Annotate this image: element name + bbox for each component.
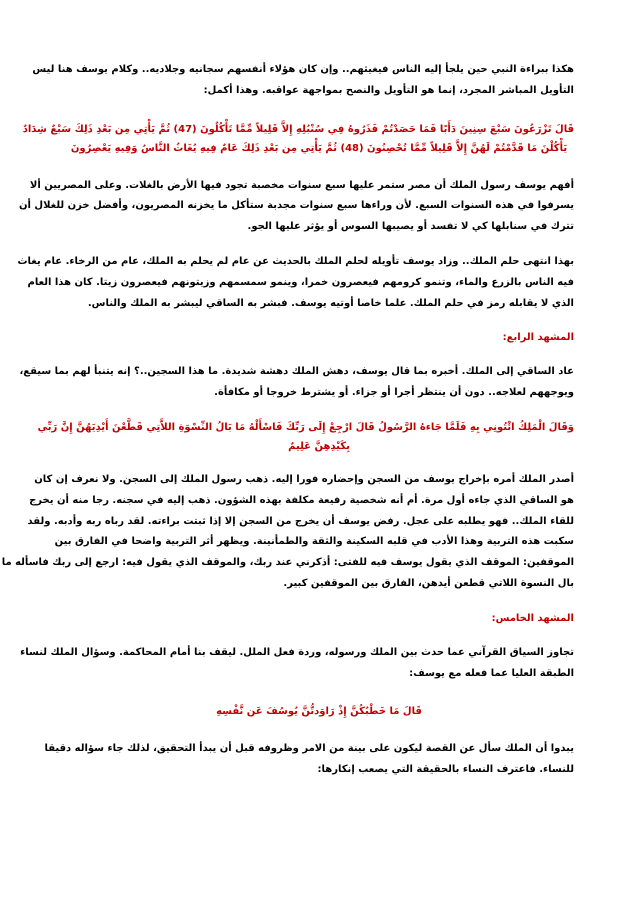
text-line: الموقفين: الموقف الذي يقول يوسف فيه للفتى: أذكرني عند ربك، والموقف الذي يقول فيه: ارجع إلى ربك فاسأله ما	[1, 557, 574, 569]
text-line: بهذا انتهى حلم الملك.. وزاد يوسف تأويله لحلم الملك بالحديث عن عام لم يحلم به الملك، عام من الرخاء. عام يغاث	[17, 255, 574, 267]
paragraph-1	[32, 60, 574, 102]
text-line: التأويل المباشر المجرد، إنما هو التأويل والنصح بمواجهة عواقبه. وهذا أكمل:	[203, 84, 574, 96]
text-line: للنساء. فاعترف النساء بالحقيقة التي يصعب إنكارها:	[317, 764, 574, 776]
text-line: هو الساقي الذي جاءه أول مرة. أم أنه شخصية رفيعة مكلفة بهذه الشؤون. ذهب إليه في سجنه. رجا منه أن يخرج	[29, 494, 574, 506]
text-line: ويوجههم لعلاجه.. دون أن ينتظر أجرا أو جزاء. أو يشترط خروجا أو مكافأة.	[214, 387, 574, 399]
text-line: أفهم يوسف رسول الملك أن مصر ستمر عليها سبع سنوات مخصبة تجود فيها الأرض بالغلات. وعلى المصريين ألا	[29, 179, 574, 191]
paragraph-6	[20, 643, 574, 685]
verse-line: بِكَيْدِهِنَّ عَلِيمٌ	[288, 440, 350, 452]
quran-verse-2	[37, 418, 574, 456]
text-line: سكبت هذه التربية وهذا الأدب في قلبه السكينة والثقة والطمأنينة. ويظهر أثر التربية واضحا في الفارق بين	[54, 536, 574, 548]
text-line: أصدر الملك أمره بإخراج يوسف من السجن وإحضاره فورا إليه. ذهب رسول الملك إلى السجن. ولا نعرف إن كان	[34, 473, 574, 485]
text-line: تجاوز السياق القرآني عما حدث بين الملك ورسوله، وردة فعل الملل. ليقف بنا أمام المحاكمة. وسؤال الملك لنساء	[20, 646, 574, 658]
text-line: تترك في سنابلها كي لا تفسد أو يصيبها السوس أو يؤثر عليها الجو.	[247, 221, 574, 233]
paragraph-7	[44, 739, 574, 781]
text-line: يبدوا أن الملك سأل عن القصة ليكون على بينة من الامر وظروفه قبل أن يبدأ التحقيق، لذلك جاء سؤاله دقيقا	[44, 743, 574, 755]
verse-line: وَقَالَ الْمَلِكُ ائْتُونِي بِهِ فَلَمَّا جَاءهُ الرَّسُولُ قَالَ ارْجِعْ إِلَى رَبِّكَ فَاسْأَلْهُ مَا بَالُ النِّسْوَةِ اللاَّتِي قَطَّعْنَ أَيْدِيَهُنَّ إِنَّ رَبِّي	[37, 421, 574, 433]
text-line: للقاء الملك.. فهو يطلبه على عجل. رفض يوسف أن يخرج من السجن إلا إذا ثبتت براءته. لقد رباه ربه وأدبه. ولقد	[27, 515, 574, 527]
paragraph-3	[17, 252, 574, 314]
text-line: فيه الناس بالزرع والماء، وتنمو كرومهم فيعصرون خمرا، وينمو سمسمهم وزيتونهم فيعصرون زيتا. كان هذا العام	[27, 276, 574, 288]
text-line: الطبقة العليا عما فعله مع يوسف:	[409, 667, 574, 679]
verse-line: يَأْكُلْنَ مَا قَدَّمْتُمْ لَهُنَّ إِلاَّ قَلِيلاً مِّمَّا تُحْصِنُونَ (48) ثُمَّ يَأْتِي مِن بَعْدِ ذَلِكَ عَامٌ فِيهِ يُغَاثُ النَّاسُ وَفِيهِ يَعْصِرُونَ	[70, 142, 568, 154]
paragraph-2	[18, 176, 574, 238]
quran-verse-1	[22, 120, 574, 158]
text-line: يسرفوا في هذه السنوات السبع. لأن وراءها سبع سنوات مجدبة ستأكل ما يخزنه المصريون، وأفضل خزن للغلال أن	[18, 200, 574, 212]
text-line: الذي لا يقابله رمز في حلم الملك. علما خاصا أوتيه يوسف. فبشر به الساقي ليبشر به الملك والناس.	[87, 297, 574, 309]
text-line: بال النسوة اللاتي قطعن أيدهن، الفارق بين الموقفين كبير.	[283, 577, 574, 589]
verse-line: قَالَ مَا خَطْبُكُنَّ إِذْ رَاوَدتُّنَّ يُوسُفَ عَن نَّفْسِهِ	[216, 706, 422, 718]
quran-verse-3	[64, 702, 574, 721]
text-line: عاد الساقي إلى الملك. أخبره بما قال يوسف، دهش الملك دهشة شديدة. ما هذا السجين..؟ إنه يتنبأ لهم بما سيقع،	[19, 366, 574, 378]
verse-line: قَالَ تَزْرَعُونَ سَبْعَ سِنِينَ دَأَبًا فَمَا حَصَدْتُمْ فَذَرُوهُ فِي سُنْبُلِهِ إِلاَّ قَلِيلاً مِّمَّا تَأْكُلُونَ (47) ثُمَّ يَأْتِي مِن بَعْدِ ذَلِكَ سَبْعٌ شِدَادٌ	[22, 123, 574, 135]
section-heading-4: المشهد الرابع:	[502, 332, 574, 344]
paragraph-5	[1, 470, 574, 595]
paragraph-4	[19, 362, 574, 404]
section-heading-5: المشهد الخامس:	[491, 612, 574, 624]
text-line: هكذا ببراءة النبي حين يلجأ إليه الناس فيغيثهم.. وإن كان هؤلاء أنفسهم سجانيه وجلاديه.. وكلام يوسف هنا ليس	[32, 64, 574, 75]
